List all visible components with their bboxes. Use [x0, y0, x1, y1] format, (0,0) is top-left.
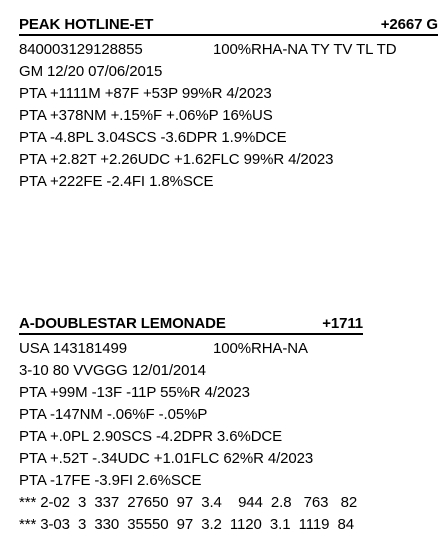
record2-breed-line: 100%RHA-NA	[213, 340, 308, 357]
record1-name: PEAK HOTLINE-ET	[19, 16, 154, 33]
record1-pta-line: PTA +222FE -2.4FI 1.8%SCE	[19, 173, 214, 190]
record2-lactation-row: *** 2-02 3 337 27650 97 3.4 944 2.8 763 82	[19, 494, 358, 511]
record1-underline	[19, 34, 438, 36]
record2-info: 3-10 80 VVGGG 12/01/2014	[19, 362, 206, 379]
record2-score: +1711	[322, 315, 363, 332]
record2-pta-line: PTA +.0PL 2.90SCS -4.2DPR 3.6%DCE	[19, 428, 283, 445]
record2-pta-line: PTA +99M -13F -11P 55%R 4/2023	[19, 384, 250, 401]
record2-pta-line: PTA -147NM -.06%F -.05%P	[19, 406, 208, 423]
record2-name: A-DOUBLESTAR LEMONADE	[19, 315, 226, 332]
record2-underline	[19, 333, 363, 335]
record1-pta-line: PTA +378NM +.15%F +.06%P 16%US	[19, 107, 273, 124]
record2-pta-line: PTA -17FE -3.9FI 2.6%SCE	[19, 472, 202, 489]
record1-info: GM 12/20 07/06/2015	[19, 63, 163, 80]
record1-pta-line: PTA +1111M +87F +53P 99%R 4/2023	[19, 85, 272, 102]
record1-reg-id: 840003129128855	[19, 41, 143, 58]
record1-breed-line: 100%RHA-NA TY TV TL TD	[213, 41, 397, 58]
record1-pta-line: PTA +2.82T +2.26UDC +1.62FLC 99%R 4/2023	[19, 151, 334, 168]
record2-lactation-row: *** 3-03 3 330 35550 97 3.2 1120 3.1 1119 84	[19, 516, 354, 533]
record2-reg-id: USA 143181499	[19, 340, 127, 357]
record1-pta-line: PTA -4.8PL 3.04SCS -3.6DPR 1.9%DCE	[19, 129, 287, 146]
record2-pta-line: PTA +.52T -.34UDC +1.01FLC 62%R 4/2023	[19, 450, 314, 467]
record1-score: +2667 G	[380, 16, 438, 33]
